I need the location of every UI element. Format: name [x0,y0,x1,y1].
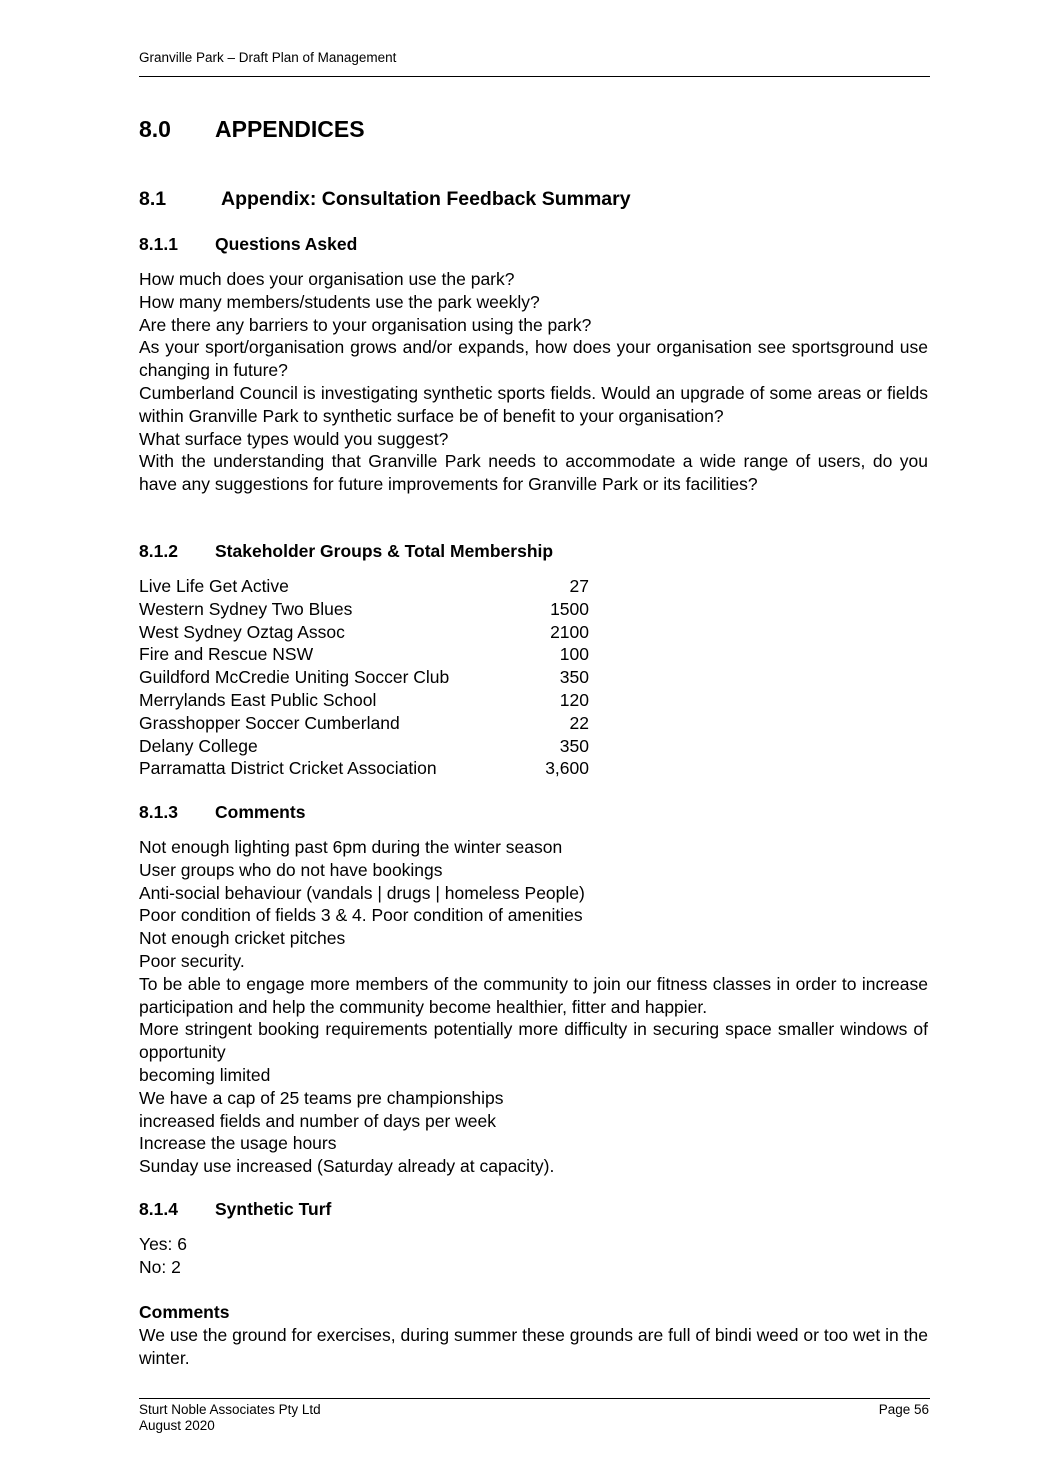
stakeholder-name: Grasshopper Soccer Cumberland [139,712,400,733]
comment-item: Increase the usage hours [139,1133,337,1154]
membership-count: 2100 [550,621,589,642]
comments-number: 8.1.3 [139,802,178,822]
membership-count: 350 [559,735,589,756]
questions-heading [139,234,357,255]
membership-count: 22 [569,712,589,733]
synthetic-comment [139,1324,928,1370]
question-item: Are there any barriers to your organisation using the park? [139,314,592,335]
stakeholders-title: Stakeholder Groups & Total Membership [215,541,554,561]
comments-heading [139,802,305,823]
question-item: How many members/students use the park weekly? [139,291,540,312]
section-title: APPENDICES [215,116,365,142]
question-item: How much does your organisation use the park? [139,269,515,289]
table-row [139,735,589,758]
subsection-number: 8.1 [139,188,167,210]
table-row [139,689,589,712]
subsection-title: Appendix: Consultation Feedback Summary [221,188,631,210]
synthetic-number: 8.1.4 [139,1199,178,1219]
table-row [139,666,589,689]
question-item: Cumberland Council is investigating synthetic sports fields. Would an upgrade of some areas or fields within Granville Park to synthetic surface be of benefit to your organisation? [139,382,928,426]
questions-title: Questions Asked [215,234,358,254]
table-row [139,712,589,735]
table-row [139,575,589,598]
table-row [139,598,589,621]
synthetic-comment-text: We use the ground for exercises, during summer these grounds are full of bindi weed or too wet in the winter. [139,1325,928,1368]
comment-item: increased fields and number of days per week [139,1110,497,1131]
synthetic-title: Synthetic Turf [215,1199,332,1219]
stakeholder-name: Merrylands East Public School [139,689,377,710]
comments-list [139,836,928,1178]
comment-item: Sunday use increased (Saturday already at capacity). [139,1156,555,1177]
question-item: With the understanding that Granville Park needs to accommodate a wide range of users, do you have any suggestions for future improvements for Granville Park or its facilities? [139,451,928,495]
comment-item: User groups who do not have bookings [139,859,443,880]
stakeholder-name: Delany College [139,735,258,756]
section-number: 8.0 [139,116,171,142]
membership-count: 1500 [550,598,589,619]
synthetic-votes [139,1233,928,1279]
page-number: Page 56 [878,1402,929,1417]
no-votes: No: 2 [139,1256,181,1277]
stakeholder-name: Live Life Get Active [139,576,289,596]
membership-count: 100 [559,644,589,665]
membership-count: 350 [559,667,589,688]
stakeholder-name: Guildford McCredie Uniting Soccer Club [139,667,450,688]
comment-item: Not enough cricket pitches [139,928,346,949]
membership-count: 120 [559,689,589,710]
footer-divider [139,1398,930,1399]
question-item: As your sport/organisation grows and/or expands, how does your organisation see sportsground use changing in future? [139,337,928,381]
table-row [139,621,589,644]
stakeholder-name: Fire and Rescue NSW [139,644,314,665]
stakeholders-number: 8.1.2 [139,541,178,561]
comments-title: Comments [215,802,306,822]
comment-item: Anti-social behaviour (vandals | drugs | homeless People) [139,882,585,903]
footer-left [139,1402,321,1434]
synthetic-heading [139,1199,331,1220]
question-item: What surface types would you suggest? [139,428,449,449]
synthetic-comments-heading: Comments [139,1302,230,1322]
yes-votes: Yes: 6 [139,1234,188,1254]
stakeholder-name: Parramatta District Cricket Association [139,758,437,779]
page-header: Granville Park – Draft Plan of Management [139,50,397,65]
membership-count: 3,600 [545,758,589,779]
comment-item: We have a cap of 25 teams pre championships [139,1087,504,1108]
comment-item: Poor security. [139,950,245,971]
comment-item: Not enough lighting past 6pm during the winter season [139,837,563,857]
footer-company: Sturt Noble Associates Pty Ltd [139,1402,321,1417]
comment-item: becoming limited [139,1064,271,1085]
comment-item: More stringent booking requirements potentially more difficulty in securing space smaller windows of opportunity [139,1019,928,1063]
header-divider [139,76,930,77]
footer-date: August 2020 [139,1418,215,1433]
table-row [139,757,589,780]
section-heading [139,116,365,143]
stakeholder-name: Western Sydney Two Blues [139,598,353,619]
questions-list [139,268,928,496]
stakeholders-heading [139,541,553,562]
stakeholder-name: West Sydney Oztag Assoc [139,621,345,642]
table-row [139,643,589,666]
questions-number: 8.1.1 [139,234,178,254]
comment-item: Poor condition of fields 3 & 4. Poor condition of amenities [139,905,583,926]
subsection-heading [139,188,631,211]
comment-item: To be able to engage more members of the community to join our fitness classes in order to increase participation and help the community become healthier, fitter and happier. [139,973,928,1017]
membership-count: 27 [569,576,589,596]
stakeholder-table [139,575,589,780]
